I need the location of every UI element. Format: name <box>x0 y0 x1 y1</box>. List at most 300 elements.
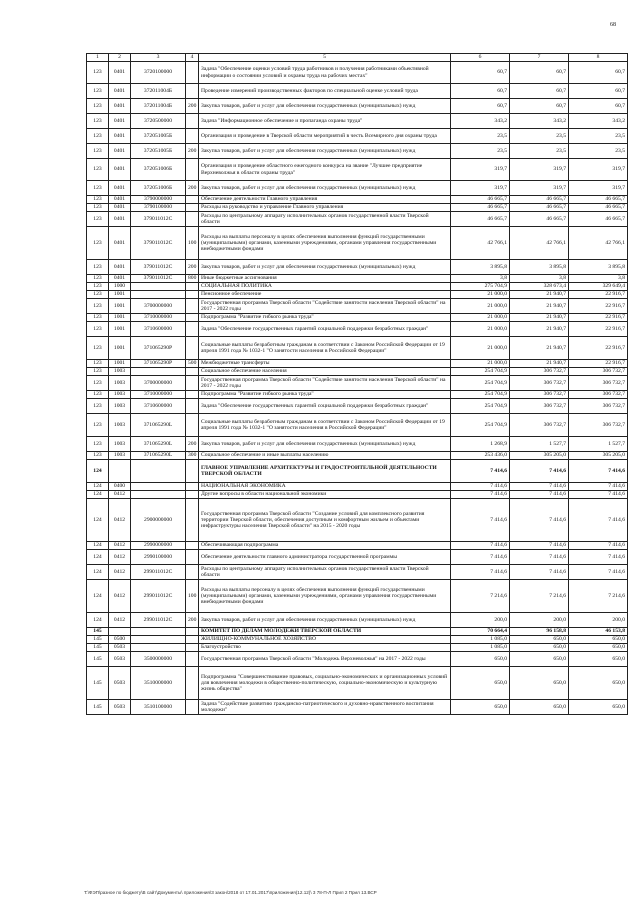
sum-2020-cell: 306 732,7 <box>569 368 628 376</box>
sum-2020-cell: 3 895,8 <box>569 260 628 275</box>
table-row <box>87 667 628 700</box>
sum-2018-cell: 254 704,9 <box>451 391 510 399</box>
vid-raskhodov-cell <box>186 114 199 129</box>
table-row <box>87 129 628 144</box>
table-row <box>87 337 628 360</box>
vid-raskhodov-cell <box>186 414 199 437</box>
header-cell: 3 <box>131 54 186 62</box>
sum-2019-cell: 650,0 <box>510 700 569 715</box>
header-cell: 2 <box>109 54 131 62</box>
razdel-cell: 0401 <box>109 84 131 99</box>
glava-cell: 123 <box>87 99 109 114</box>
tselevaya-statya-cell: 371065290L <box>131 437 186 452</box>
table-row <box>87 322 628 337</box>
sum-2020-cell: 22 916,7 <box>569 291 628 299</box>
vid-raskhodov-cell <box>186 337 199 360</box>
tselevaya-statya-cell: 3510100000 <box>131 700 186 715</box>
sum-2018-cell: 650,0 <box>451 652 510 667</box>
table-row <box>87 275 628 283</box>
razdel-cell: 0412 <box>109 580 131 613</box>
tselevaya-statya-cell: 372051005Б <box>131 129 186 144</box>
naimenovanie-cell: Обеспечивающая подпрограмма <box>199 542 451 550</box>
sum-2019-cell: 7 414,6 <box>510 542 569 550</box>
sum-2018-cell: 21 000,0 <box>451 360 510 368</box>
razdel-cell: 0401 <box>109 204 131 212</box>
razdel-cell: 0401 <box>109 181 131 196</box>
naimenovanie-cell: Социальные выплаты безработным гражданам в соответствии с Законом Российской Федерации от 19 апреля 1991 года № 1032-1 "О занятости населения в Российской Федерации" <box>199 414 451 437</box>
table-row <box>87 580 628 613</box>
sum-2018-cell: 1 085,0 <box>451 636 510 644</box>
vid-raskhodov-cell: 200 <box>186 260 199 275</box>
sum-2018-cell: 343,2 <box>451 114 510 129</box>
glava-cell: 124 <box>87 491 109 499</box>
sum-2019-cell: 1 527,7 <box>510 437 569 452</box>
sum-2018-cell: 46 665,7 <box>451 212 510 227</box>
naimenovanie-cell: Социальное обеспечение населения <box>199 368 451 376</box>
tselevaya-statya-cell: 2900000000 <box>131 499 186 542</box>
header-cell: 1 <box>87 54 109 62</box>
table-row <box>87 360 628 368</box>
table-row <box>87 613 628 628</box>
naimenovanie-cell: Государственная программа Тверской области "Молодежь Верхневолжья" на 2017 - 2022 годы <box>199 652 451 667</box>
sum-2019-cell: 7 414,6 <box>510 550 569 565</box>
glava-cell: 123 <box>87 275 109 283</box>
table-row <box>87 204 628 212</box>
razdel-cell: 0401 <box>109 212 131 227</box>
naimenovanie-cell: Организация и проведение в Тверской области мероприятий в честь Всемирного дня охраны труда <box>199 129 451 144</box>
table-row <box>87 159 628 181</box>
vid-raskhodov-cell <box>186 550 199 565</box>
table-row <box>87 550 628 565</box>
glava-cell: 123 <box>87 314 109 322</box>
table-row <box>87 483 628 491</box>
sum-2018-cell: 650,0 <box>451 667 510 700</box>
sum-2020-cell: 319,7 <box>569 181 628 196</box>
naimenovanie-cell: Обеспечение деятельности главного администратора государственной программы <box>199 550 451 565</box>
sum-2019-cell: 3 895,8 <box>510 260 569 275</box>
sum-2019-cell: 306 732,7 <box>510 368 569 376</box>
tselevaya-statya-cell: 3710000000 <box>131 391 186 399</box>
vid-raskhodov-cell <box>186 368 199 376</box>
vid-raskhodov-cell <box>186 283 199 291</box>
vid-raskhodov-cell: 800 <box>186 275 199 283</box>
vid-raskhodov-cell: 200 <box>186 437 199 452</box>
naimenovanie-cell: ГЛАВНОЕ УПРАВЛЕНИЕ АРХИТЕКТУРЫ И ГРАДОСТРОИТЕЛЬНОЙ ДЕЯТЕЛЬНОСТИ ТВЕРСКОЙ ОБЛАСТИ <box>199 460 451 483</box>
table-row <box>87 565 628 580</box>
naimenovanie-cell: Обеспечение деятельности Главного управления <box>199 196 451 204</box>
naimenovanie-cell: Подпрограмма "Развитие гибкого рынка труда" <box>199 314 451 322</box>
tselevaya-statya-cell <box>131 644 186 652</box>
sum-2020-cell: 60,7 <box>569 62 628 84</box>
sum-2019-cell: 7 414,6 <box>510 565 569 580</box>
sum-2020-cell: 343,2 <box>569 114 628 129</box>
glava-cell: 123 <box>87 114 109 129</box>
tselevaya-statya-cell: 3700000000 <box>131 299 186 314</box>
tselevaya-statya-cell: 371065290L <box>131 452 186 460</box>
sum-2018-cell: 275 704,9 <box>451 283 510 291</box>
sum-2018-cell: 7 414,6 <box>451 565 510 580</box>
vid-raskhodov-cell <box>186 652 199 667</box>
razdel-cell: 0401 <box>109 227 131 260</box>
vid-raskhodov-cell: 200 <box>186 181 199 196</box>
tselevaya-statya-cell: 3720100000 <box>131 62 186 84</box>
sum-2019-cell: 306 732,7 <box>510 391 569 399</box>
sum-2018-cell: 253 436,0 <box>451 452 510 460</box>
naimenovanie-cell: Иные бюджетные ассигнования <box>199 275 451 283</box>
sum-2020-cell: 46 665,7 <box>569 212 628 227</box>
glava-cell: 145 <box>87 667 109 700</box>
table-row <box>87 636 628 644</box>
sum-2020-cell: 22 916,7 <box>569 322 628 337</box>
naimenovanie-cell: Государственная программа Тверской области "Создание условий для комплексного развития территории Тверской области, обеспечения доступным и комфортным жильем и объектами инфраструктуры населения Тверской области" на 2015 - 2020 годы <box>199 499 451 542</box>
naimenovanie-cell: Закупка товаров, работ и услуг для обеспечения государственных (муниципальных) нужд <box>199 181 451 196</box>
tselevaya-statya-cell: 379011012С <box>131 227 186 260</box>
table-row <box>87 542 628 550</box>
vid-raskhodov-cell <box>186 159 199 181</box>
sum-2020-cell: 306 732,7 <box>569 399 628 414</box>
vid-raskhodov-cell <box>186 196 199 204</box>
sum-2019-cell: 21 940,7 <box>510 291 569 299</box>
tselevaya-statya-cell: 372011004Б <box>131 84 186 99</box>
razdel-cell: 1001 <box>109 322 131 337</box>
tselevaya-statya-cell: 371065290Р <box>131 360 186 368</box>
tselevaya-statya-cell: 379011012С <box>131 275 186 283</box>
table-row <box>87 460 628 483</box>
tselevaya-statya-cell: 371065290Р <box>131 337 186 360</box>
razdel-cell: 1001 <box>109 337 131 360</box>
glava-cell: 123 <box>87 291 109 299</box>
sum-2019-cell: 46 665,7 <box>510 204 569 212</box>
glava-cell: 123 <box>87 84 109 99</box>
naimenovanie-cell: Расходы по центральному аппарату исполнительных органов государственной власти Тверской области <box>199 565 451 580</box>
sum-2020-cell: 3,8 <box>569 275 628 283</box>
sum-2019-cell: 200,0 <box>510 613 569 628</box>
glava-cell: 123 <box>87 144 109 159</box>
glava-cell: 123 <box>87 337 109 360</box>
naimenovanie-cell: Социальные выплаты безработным гражданам в соответствии с Законом Российской Федерации от 19 апреля 1991 года № 1032-1 "О занятости населения в Российской Федерации" <box>199 337 451 360</box>
sum-2019-cell: 319,7 <box>510 159 569 181</box>
glava-cell: 124 <box>87 580 109 613</box>
vid-raskhodov-cell <box>186 460 199 483</box>
table-row <box>87 291 628 299</box>
sum-2018-cell: 3 895,8 <box>451 260 510 275</box>
naimenovanie-cell: Организация и проведение областного ежегодного конкурса на звание "Лучшее предприятие Верхневолжья в области охраны труда" <box>199 159 451 181</box>
naimenovanie-cell: Задача "Информационное обеспечение и пропаганда охраны труда" <box>199 114 451 129</box>
sum-2019-cell: 7 414,6 <box>510 499 569 542</box>
sum-2019-cell: 46 665,7 <box>510 196 569 204</box>
razdel-cell: 0412 <box>109 565 131 580</box>
header-cell: 4 <box>186 54 199 62</box>
table-row <box>87 491 628 499</box>
sum-2020-cell: 650,0 <box>569 644 628 652</box>
sum-2020-cell: 305 205,0 <box>569 452 628 460</box>
sum-2018-cell: 7 414,6 <box>451 491 510 499</box>
table-row <box>87 99 628 114</box>
sum-2020-cell: 329 649,4 <box>569 283 628 291</box>
sum-2020-cell: 60,7 <box>569 99 628 114</box>
page-number: 68 <box>610 22 616 28</box>
glava-cell: 123 <box>87 322 109 337</box>
sum-2020-cell: 23,5 <box>569 129 628 144</box>
razdel-cell: 1003 <box>109 391 131 399</box>
sum-2018-cell: 23,5 <box>451 144 510 159</box>
sum-2019-cell: 7 414,6 <box>510 460 569 483</box>
glava-cell: 123 <box>87 414 109 437</box>
sum-2019-cell: 319,7 <box>510 181 569 196</box>
sum-2018-cell: 1 268,9 <box>451 437 510 452</box>
table-row <box>87 376 628 391</box>
sum-2020-cell: 306 732,7 <box>569 391 628 399</box>
tselevaya-statya-cell: 3790000000 <box>131 196 186 204</box>
sum-2020-cell: 1 527,7 <box>569 437 628 452</box>
naimenovanie-cell: ЖИЛИЩНО-КОММУНАЛЬНОЕ ХОЗЯЙСТВО <box>199 636 451 644</box>
razdel-cell: 1001 <box>109 299 131 314</box>
sum-2020-cell: 42 766,1 <box>569 227 628 260</box>
vid-raskhodov-cell <box>186 491 199 499</box>
tselevaya-statya-cell: 3710600000 <box>131 399 186 414</box>
table-row <box>87 368 628 376</box>
sum-2019-cell: 96 158,8 <box>510 628 569 636</box>
glava-cell: 124 <box>87 499 109 542</box>
glava-cell: 123 <box>87 283 109 291</box>
razdel-cell: 0503 <box>109 700 131 715</box>
razdel-cell: 1003 <box>109 437 131 452</box>
sum-2019-cell: 23,5 <box>510 144 569 159</box>
naimenovanie-cell: Подпрограмма "Совершенствование правовых, социально-экономических и организационных условий для вовлечения молодежи в общественно-политическую, социально-экономическую и культурную жизнь общества" <box>199 667 451 700</box>
naimenovanie-cell: Расходы на выплаты персоналу в целях обеспечения выполнения функций государственными (муниципальными) органами, казенными учреждениями, органами управления государственными внебюджетными фондами <box>199 227 451 260</box>
naimenovanie-cell: Другие вопросы в области национальной экономики <box>199 491 451 499</box>
glava-cell: 124 <box>87 483 109 491</box>
naimenovanie-cell: Государственная программа Тверской области "Содействие занятости населения Тверской области" на 2017 - 2022 годы <box>199 376 451 391</box>
sum-2018-cell: 254 704,9 <box>451 399 510 414</box>
tselevaya-statya-cell: 3710600000 <box>131 322 186 337</box>
sum-2019-cell: 650,0 <box>510 667 569 700</box>
table-row <box>87 391 628 399</box>
sum-2019-cell: 7 414,6 <box>510 483 569 491</box>
glava-cell: 123 <box>87 212 109 227</box>
tselevaya-statya-cell: 2990000000 <box>131 542 186 550</box>
tselevaya-statya-cell: 299011012С <box>131 565 186 580</box>
tselevaya-statya-cell <box>131 368 186 376</box>
naimenovanie-cell: Расходы на руководство и управление Главного управления <box>199 204 451 212</box>
glava-cell: 123 <box>87 299 109 314</box>
vid-raskhodov-cell <box>186 667 199 700</box>
tselevaya-statya-cell <box>131 636 186 644</box>
glava-cell: 123 <box>87 227 109 260</box>
header-row <box>87 54 628 62</box>
table-body <box>87 54 628 715</box>
vid-raskhodov-cell: 500 <box>186 360 199 368</box>
naimenovanie-cell: Задача "Содействие развитию гражданско-патриотического и духовно-нравственного воспитания молодежи" <box>199 700 451 715</box>
sum-2020-cell: 46 665,7 <box>569 196 628 204</box>
sum-2018-cell: 60,7 <box>451 84 510 99</box>
sum-2018-cell: 7 214,6 <box>451 580 510 613</box>
table-row <box>87 499 628 542</box>
naimenovanie-cell: Социальное обеспечение и иные выплаты населению <box>199 452 451 460</box>
sum-2019-cell: 21 940,7 <box>510 337 569 360</box>
sum-2019-cell: 328 673,4 <box>510 283 569 291</box>
vid-raskhodov-cell <box>186 636 199 644</box>
table-row <box>87 437 628 452</box>
sum-2020-cell: 22 916,7 <box>569 337 628 360</box>
sum-2018-cell: 70 664,4 <box>451 628 510 636</box>
sum-2018-cell: 60,7 <box>451 99 510 114</box>
sum-2019-cell: 305 205,0 <box>510 452 569 460</box>
tselevaya-statya-cell <box>131 628 186 636</box>
table-row <box>87 114 628 129</box>
naimenovanie-cell: Закупка товаров, работ и услуг для обеспечения государственных (муниципальных) нужд <box>199 613 451 628</box>
header-cell: 5 <box>199 54 451 62</box>
sum-2020-cell: 60,7 <box>569 84 628 99</box>
sum-2020-cell: 306 732,7 <box>569 376 628 391</box>
sum-2018-cell: 23,5 <box>451 129 510 144</box>
sum-2018-cell: 7 414,6 <box>451 550 510 565</box>
razdel-cell: 1001 <box>109 291 131 299</box>
table-row <box>87 283 628 291</box>
naimenovanie-cell: Пенсионное обеспечение <box>199 291 451 299</box>
header-cell: 7 <box>510 54 569 62</box>
sum-2020-cell: 46 665,7 <box>569 204 628 212</box>
razdel-cell: 0401 <box>109 129 131 144</box>
sum-2019-cell: 343,2 <box>510 114 569 129</box>
sum-2019-cell: 7 414,6 <box>510 491 569 499</box>
vid-raskhodov-cell <box>186 700 199 715</box>
tselevaya-statya-cell: 371065290L <box>131 414 186 437</box>
vid-raskhodov-cell: 200 <box>186 613 199 628</box>
vid-raskhodov-cell: 100 <box>186 580 199 613</box>
sum-2018-cell: 21 000,0 <box>451 299 510 314</box>
sum-2018-cell: 7 414,6 <box>451 542 510 550</box>
razdel-cell: 1001 <box>109 314 131 322</box>
sum-2018-cell: 254 704,9 <box>451 368 510 376</box>
vid-raskhodov-cell <box>186 376 199 391</box>
razdel-cell: 1000 <box>109 283 131 291</box>
glava-cell: 123 <box>87 368 109 376</box>
sum-2020-cell: 7 414,6 <box>569 550 628 565</box>
sum-2020-cell: 7 414,6 <box>569 565 628 580</box>
table-row <box>87 196 628 204</box>
sum-2018-cell: 21 000,0 <box>451 337 510 360</box>
sum-2019-cell: 650,0 <box>510 652 569 667</box>
header-cell: 6 <box>451 54 510 62</box>
tselevaya-statya-cell: 3510000000 <box>131 667 186 700</box>
razdel-cell: 1003 <box>109 452 131 460</box>
vid-raskhodov-cell: 100 <box>186 227 199 260</box>
sum-2020-cell: 7 414,6 <box>569 491 628 499</box>
tselevaya-statya-cell: 3790100000 <box>131 204 186 212</box>
sum-2018-cell: 200,0 <box>451 613 510 628</box>
sum-2019-cell: 306 732,7 <box>510 399 569 414</box>
vid-raskhodov-cell <box>186 565 199 580</box>
file-path-footer: T:\ФЭП\разное по бюджету\В сайт\Документы\ приложения\3 закон\2018 от 17.01.2017\приложения(12.12)\ 3 78-П-Л Прил 2 Прил 13.ВСР <box>84 890 377 895</box>
glava-cell: 123 <box>87 196 109 204</box>
table-row <box>87 652 628 667</box>
tselevaya-statya-cell: 299011012С <box>131 580 186 613</box>
vid-raskhodov-cell <box>186 204 199 212</box>
naimenovanie-cell: Закупка товаров, работ и услуг для обеспечения государственных (муниципальных) нужд <box>199 260 451 275</box>
sum-2018-cell: 21 000,0 <box>451 291 510 299</box>
naimenovanie-cell: Проведение измерений производственных факторов по специальной оценке условий труда <box>199 84 451 99</box>
sum-2019-cell: 306 732,7 <box>510 376 569 391</box>
sum-2020-cell: 22 916,7 <box>569 299 628 314</box>
table-row <box>87 212 628 227</box>
sum-2019-cell: 306 732,7 <box>510 414 569 437</box>
vid-raskhodov-cell <box>186 644 199 652</box>
glava-cell: 145 <box>87 628 109 636</box>
table-row <box>87 399 628 414</box>
tselevaya-statya-cell: 2990100000 <box>131 550 186 565</box>
sum-2020-cell: 7 214,6 <box>569 580 628 613</box>
sum-2018-cell: 7 414,6 <box>451 499 510 542</box>
table-row <box>87 227 628 260</box>
razdel-cell: 0401 <box>109 62 131 84</box>
glava-cell: 123 <box>87 129 109 144</box>
razdel-cell: 0412 <box>109 499 131 542</box>
glava-cell: 124 <box>87 460 109 483</box>
table-row <box>87 181 628 196</box>
glava-cell: 123 <box>87 391 109 399</box>
sum-2019-cell: 60,7 <box>510 62 569 84</box>
razdel-cell <box>109 460 131 483</box>
tselevaya-statya-cell: 372051006Б <box>131 181 186 196</box>
naimenovanie-cell: СОЦИАЛЬНАЯ ПОЛИТИКА <box>199 283 451 291</box>
sum-2018-cell: 3,8 <box>451 275 510 283</box>
sum-2019-cell: 46 665,7 <box>510 212 569 227</box>
sum-2018-cell: 7 414,6 <box>451 460 510 483</box>
sum-2020-cell: 7 414,6 <box>569 460 628 483</box>
naimenovanie-cell: Подпрограмма "Развитие гибкого рынка труда" <box>199 391 451 399</box>
sum-2019-cell: 60,7 <box>510 99 569 114</box>
sum-2018-cell: 7 414,6 <box>451 483 510 491</box>
razdel-cell: 1001 <box>109 360 131 368</box>
glava-cell: 123 <box>87 204 109 212</box>
sum-2018-cell: 319,7 <box>451 159 510 181</box>
razdel-cell <box>109 628 131 636</box>
naimenovanie-cell: Задача "Обеспечение государственных гарантий социальной поддержки безработных граждан" <box>199 399 451 414</box>
razdel-cell: 0401 <box>109 275 131 283</box>
sum-2019-cell: 3,8 <box>510 275 569 283</box>
tselevaya-statya-cell: 372011004Б <box>131 99 186 114</box>
razdel-cell: 1003 <box>109 376 131 391</box>
glava-cell: 123 <box>87 437 109 452</box>
naimenovanie-cell: Закупка товаров, работ и услуг для обеспечения государственных (муниципальных) нужд <box>199 144 451 159</box>
vid-raskhodov-cell <box>186 129 199 144</box>
tselevaya-statya-cell: 372051006Б <box>131 159 186 181</box>
sum-2020-cell: 46 153,8 <box>569 628 628 636</box>
vid-raskhodov-cell <box>186 291 199 299</box>
razdel-cell: 1003 <box>109 414 131 437</box>
table-row <box>87 452 628 460</box>
naimenovanie-cell: КОМИТЕТ ПО ДЕЛАМ МОЛОДЕЖИ ТВЕРСКОЙ ОБЛАСТИ <box>199 628 451 636</box>
razdel-cell: 0412 <box>109 491 131 499</box>
razdel-cell: 0412 <box>109 542 131 550</box>
sum-2018-cell: 1 085,0 <box>451 644 510 652</box>
sum-2018-cell: 650,0 <box>451 700 510 715</box>
table-row <box>87 644 628 652</box>
sum-2019-cell: 21 940,7 <box>510 299 569 314</box>
sum-2019-cell: 42 766,1 <box>510 227 569 260</box>
vid-raskhodov-cell <box>186 314 199 322</box>
table-row <box>87 299 628 314</box>
tselevaya-statya-cell <box>131 491 186 499</box>
sum-2019-cell: 650,0 <box>510 636 569 644</box>
tselevaya-statya-cell: 3720500000 <box>131 114 186 129</box>
razdel-cell: 0412 <box>109 613 131 628</box>
naimenovanie-cell: Закупка товаров, работ и услуг для обеспечения государственных (муниципальных) нужд <box>199 437 451 452</box>
table-row <box>87 414 628 437</box>
vid-raskhodov-cell: 300 <box>186 452 199 460</box>
sum-2018-cell: 60,7 <box>451 62 510 84</box>
